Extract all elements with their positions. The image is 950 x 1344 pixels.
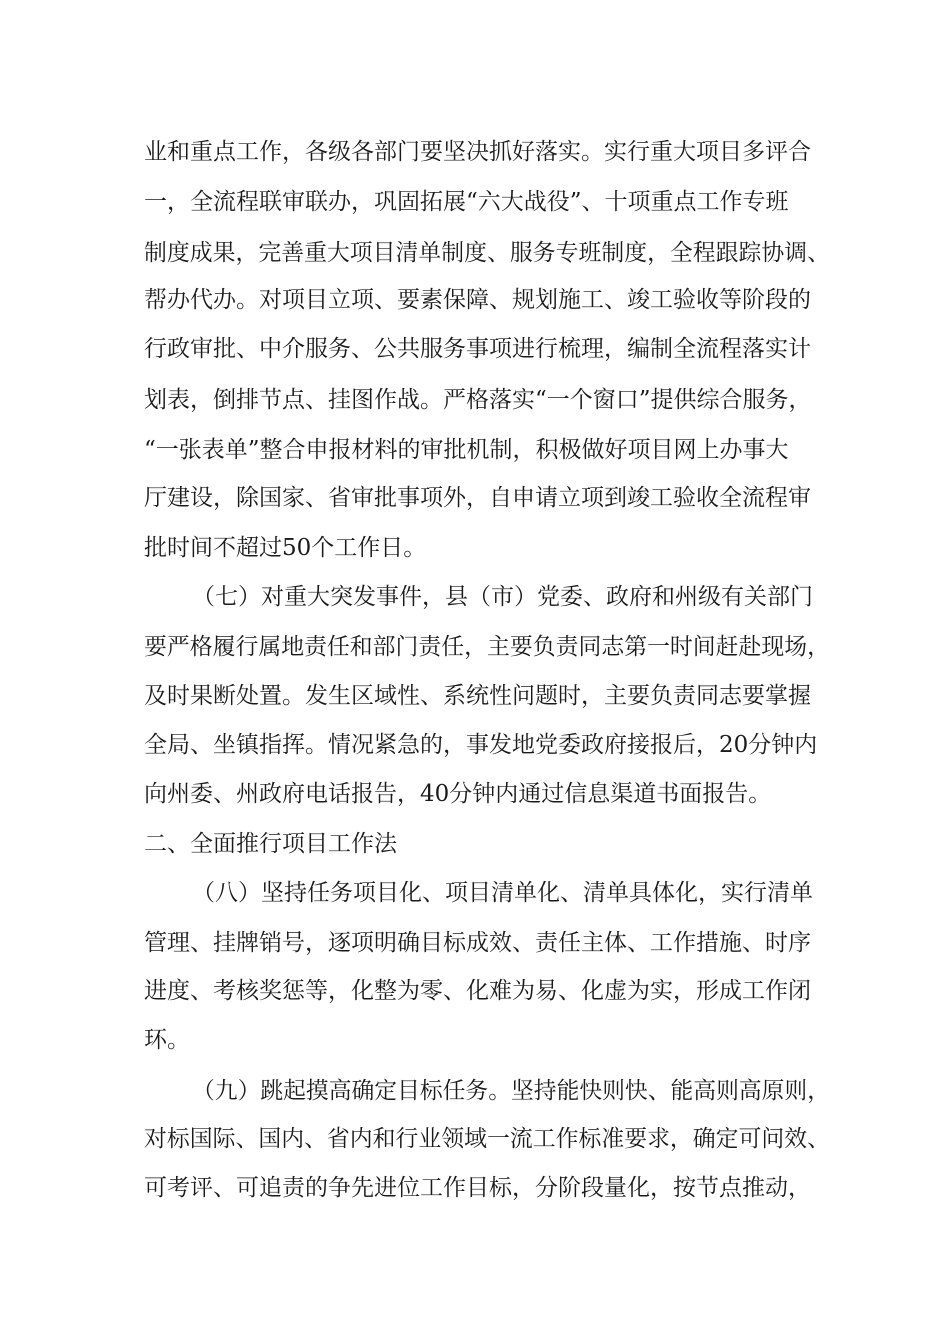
text-line (0, 1020, 950, 1060)
text-line (0, 577, 950, 617)
section-heading-text: 二、全面推行项目工作法 (144, 831, 397, 857)
line-text: 及时果断处置。发生区域性、系统性问题时，主要负责同志要掌握 (144, 683, 811, 709)
line-text: 可考评、可追责的争先进位工作目标，分阶段量化，按节点推动， (144, 1175, 811, 1201)
line-text: 厅建设，除国家、省审批事项外，自申请立项到竣工验收全流程审 (144, 485, 811, 511)
line-text: 行政审批、中介服务、公共服务事项进行梳理，编制全流程落实计 (144, 336, 811, 362)
line-text: 对标国际、国内、省内和行业领域一流工作标准要求，确定可问效、 (144, 1126, 830, 1152)
text-line (0, 1168, 950, 1208)
line-text: 制度成果，完善重大项目清单制度、服务专班制度，全程跟踪协调、 (144, 240, 830, 266)
line-text: （九）跳起摸高确定目标任务。坚持能快则快、能高则高原则， (192, 1078, 830, 1104)
line-text: 划表，倒排节点、挂图作战。严格落实“一个窗口”提供综合服务， (144, 387, 812, 413)
text-line (0, 182, 950, 222)
line-text: 一，全流程联审联办，巩固拓展“六大战役”、十项重点工作专班 (144, 189, 789, 215)
text-line (0, 627, 950, 667)
line-text: （八）坚持任务项目化、项目清单化、清单具体化，实行清单 (192, 880, 813, 906)
text-line (0, 478, 950, 518)
line-text: 业和重点工作，各级各部门要坚决抓好落实。实行重大项目多评合 (144, 139, 811, 165)
line-text: 批时间不超过50个工作日。 (144, 535, 427, 561)
text-line (0, 873, 950, 913)
text-line (0, 380, 950, 420)
text-line (0, 528, 950, 568)
text-line (0, 971, 950, 1011)
text-line (0, 923, 950, 963)
text-line (0, 329, 950, 369)
line-text: 全局、坐镇指挥。情况紧急的，事发地党委政府接报后，20分钟内 (144, 732, 818, 758)
line-text: 要严格履行属地责任和部门责任，主要负责同志第一时间赶赴现场， (144, 634, 830, 660)
text-line (0, 1119, 950, 1159)
line-text: 进度、考核奖惩等，化整为零、化难为易、化虚为实，形成工作闭 (144, 978, 811, 1004)
text-line (0, 676, 950, 716)
line-text: 管理、挂牌销号，逐项明确目标成效、责任主体、工作措施、时序 (144, 930, 811, 956)
line-text: “一张表单”整合申报材料的审批机制，积极做好项目网上办事大 (144, 437, 789, 463)
text-line (0, 430, 950, 470)
line-text: （七）对重大突发事件，县（市）党委、政府和州级有关部门 (192, 584, 813, 610)
line-text: 环。 (144, 1027, 190, 1053)
text-line (0, 725, 950, 765)
section-heading (0, 824, 950, 864)
text-line (0, 1071, 950, 1111)
text-line (0, 132, 950, 172)
line-text: 向州委、州政府电话报告，40分钟内通过信息渠道书面报告。 (144, 781, 772, 807)
line-text: 帮办代办。对项目立项、要素保障、规划施工、竣工验收等阶段的 (144, 287, 811, 313)
text-line (0, 774, 950, 814)
text-line (0, 280, 950, 320)
text-line (0, 233, 950, 273)
